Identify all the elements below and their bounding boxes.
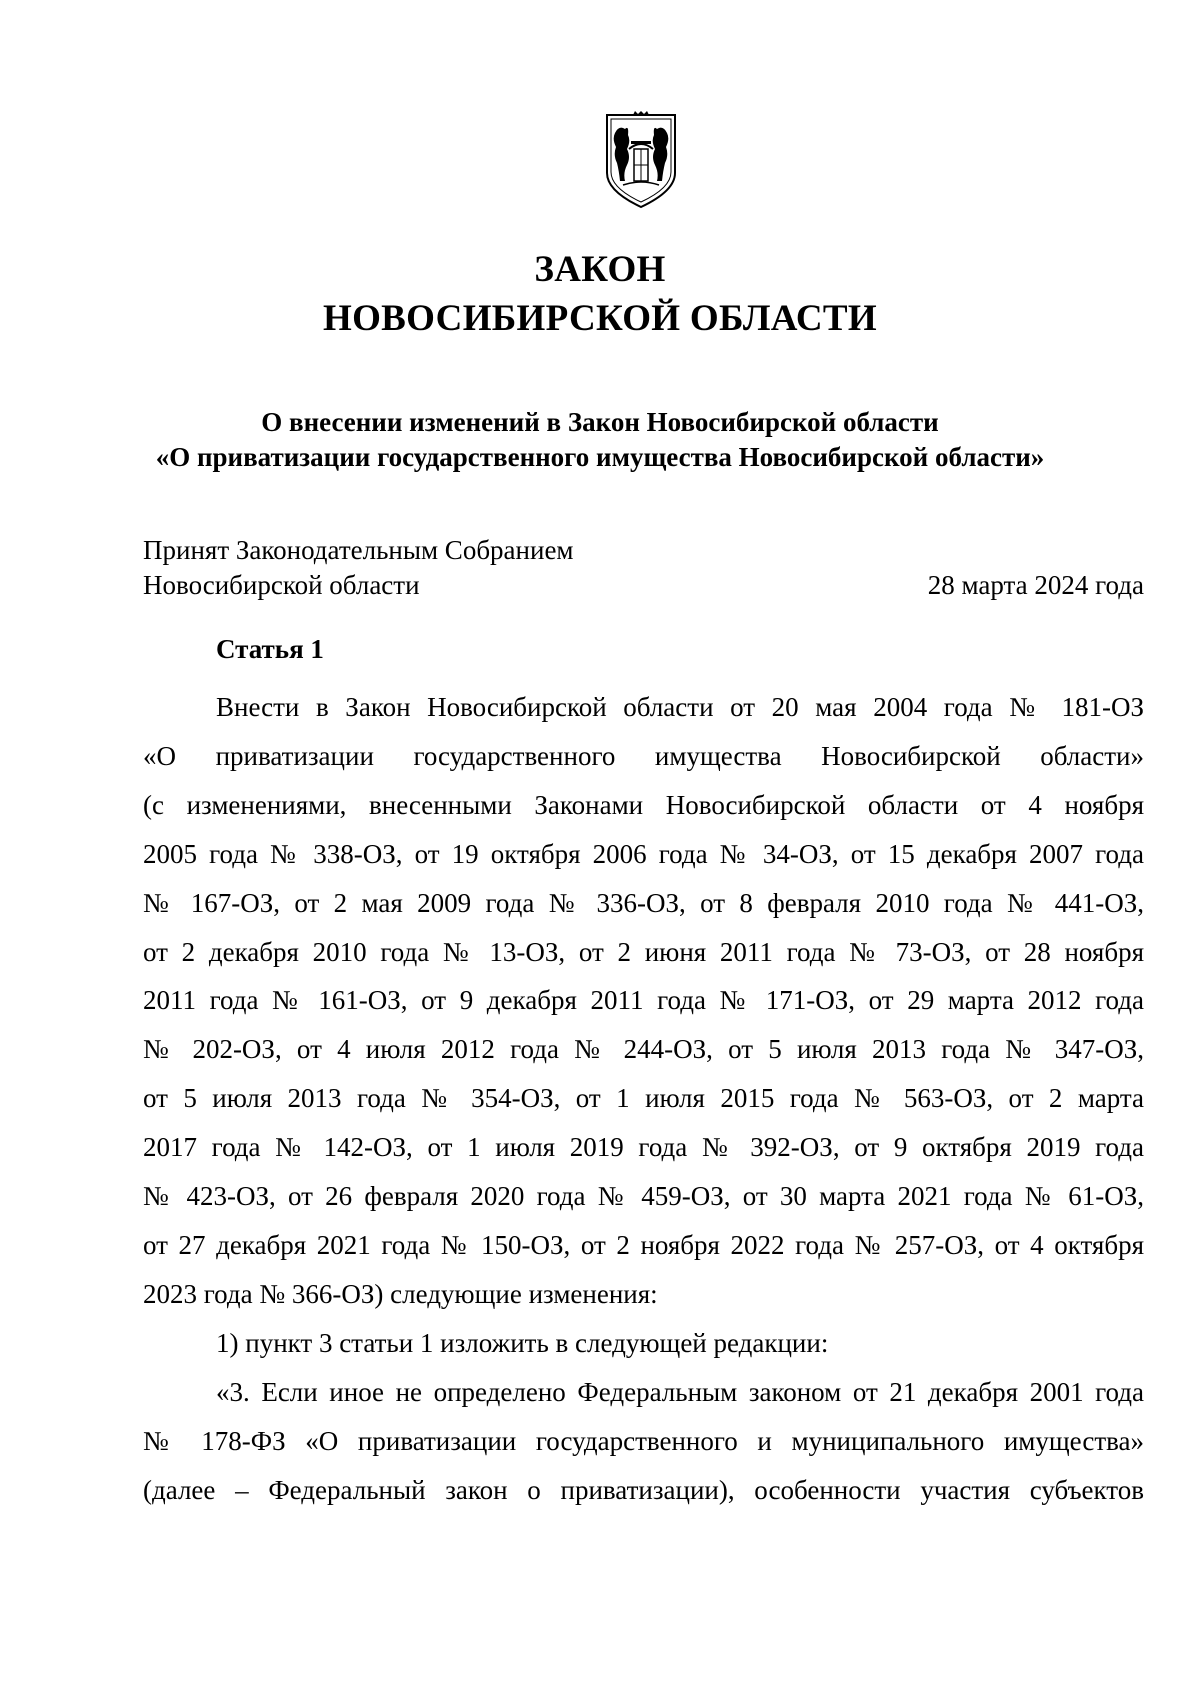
paragraph-line: (с изменениями, внесенными Законами Новосибирской области от 4 ноября	[143, 789, 1144, 820]
paragraph-line: «О приватизации государственного имущества Новосибирской области»	[143, 740, 1144, 771]
law-subject-line-1: О внесении изменений в Закон Новосибирской области	[261, 407, 939, 437]
article-heading: Статья 1	[216, 634, 324, 664]
quote-line: № 178-ФЗ «О приватизации государственного и муниципального имущества»	[143, 1425, 1144, 1456]
paragraph-line: № 423-ОЗ, от 26 февраля 2020 года № 459-ОЗ, от 30 марта 2021 года № 61-ОЗ,	[143, 1181, 1144, 1212]
law-subject-line-2: «О приватизации государственного имущества Новосибирской области»	[155, 442, 1045, 472]
paragraph-line: от 27 декабря 2021 года № 150-ОЗ, от 2 ноября 2022 года № 257-ОЗ, от 4 октября	[143, 1229, 1144, 1260]
coat-of-arms-icon	[601, 111, 681, 211]
amendment-item: 1) пункт 3 статьи 1 изложить в следующей редакции:	[216, 1327, 829, 1358]
paragraph-line: 2011 года № 161-ОЗ, от 9 декабря 2011 года № 171-ОЗ, от 29 марта 2012 года	[143, 985, 1144, 1016]
paragraph-line: № 202-ОЗ, от 4 июля 2012 года № 244-ОЗ, от 5 июля 2013 года № 347-ОЗ,	[143, 1034, 1144, 1065]
adoption-date: 28 марта 2024 года	[927, 570, 1144, 600]
quote-line: «3. Если иное не определено Федеральным законом от 21 декабря 2001 года	[216, 1376, 1144, 1407]
document-type-title: ЗАКОН	[534, 249, 666, 290]
paragraph-line: 2023 года № 366-ОЗ) следующие изменения:	[143, 1278, 658, 1309]
paragraph-line: Внести в Закон Новосибирской области от 20 мая 2004 года № 181-ОЗ	[216, 692, 1144, 722]
paragraph-line: от 2 декабря 2010 года № 13-ОЗ, от 2 июня 2011 года № 73-ОЗ, от 28 ноября	[143, 936, 1144, 967]
paragraph-line: № 167-ОЗ, от 2 мая 2009 года № 336-ОЗ, от 8 февраля 2010 года № 441-ОЗ,	[143, 887, 1144, 918]
quote-line: (далее – Федеральный закон о приватизации), особенности участия субъектов	[143, 1474, 1144, 1505]
paragraph-line: 2005 года № 338-ОЗ, от 19 октября 2006 года № 34-ОЗ, от 15 декабря 2007 года	[143, 838, 1144, 869]
article-body	[143, 683, 1144, 1514]
paragraph-line: от 5 июля 2013 года № 354-ОЗ, от 1 июля 2015 года № 563-ОЗ, от 2 марта	[143, 1083, 1144, 1114]
adoption-body-line-2: Новосибирской области	[143, 570, 420, 600]
region-title: НОВОСИБИРСКОЙ ОБЛАСТИ	[323, 298, 877, 339]
adoption-body-line-1: Принят Законодательным Собранием	[143, 535, 574, 565]
paragraph-line: 2017 года № 142-ОЗ, от 1 июля 2019 года № 392-ОЗ, от 9 октября 2019 года	[143, 1132, 1144, 1163]
